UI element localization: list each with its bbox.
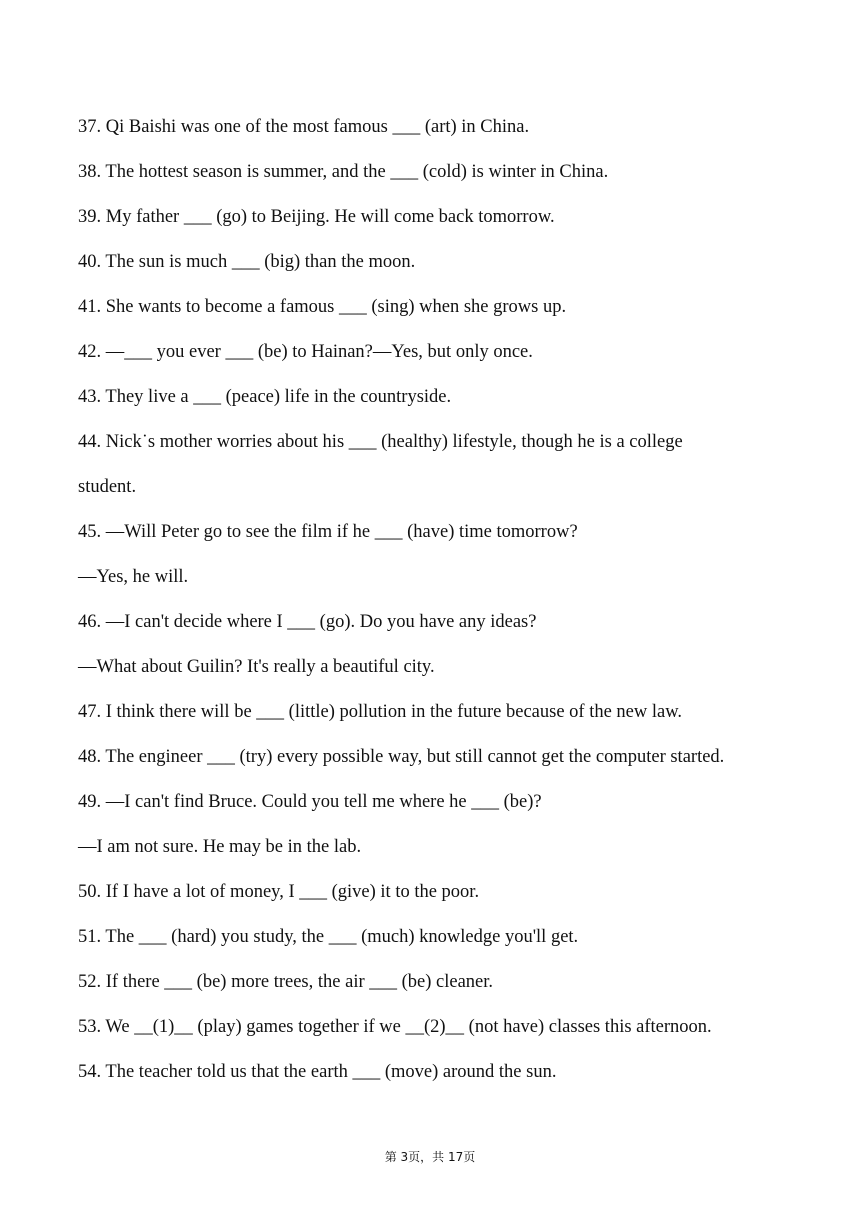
- page-footer: 第 3页，共 17页: [384, 1150, 476, 1164]
- question-42: 42. —___ you ever ___ (be) to Hainan?—Yes, but only once.: [78, 342, 533, 362]
- question-40: 40. The sun is much ___ (big) than the moon.: [78, 252, 416, 272]
- question-51: 51. The ___ (hard) you study, the ___ (much) knowledge you'll get.: [78, 927, 579, 947]
- question-46: 46. —I can't decide where I ___ (go). Do you have any ideas?: [78, 612, 537, 632]
- question-49: 49. —I can't find Bruce. Could you tell me where he ___ (be)?: [78, 792, 542, 812]
- question-45: 45. —Will Peter go to see the film if he ___ (have) time tomorrow?: [78, 522, 578, 542]
- question-53: 53. We __(1)__ (play) games together if we __(2)__ (not have) classes this afternoon.: [78, 1017, 712, 1037]
- question-45-answer: —Yes, he will.: [78, 567, 189, 587]
- question-list: [78, 112, 798, 1102]
- question-44-continuation: student.: [78, 477, 137, 497]
- question-52: 52. If there ___ (be) more trees, the air ___ (be) cleaner.: [78, 972, 494, 992]
- question-48: 48. The engineer ___ (try) every possible way, but still cannot get the computer started.: [78, 747, 725, 767]
- question-37: 37. Qi Baishi was one of the most famous ___ (art) in China.: [78, 117, 530, 137]
- question-49-answer: —I am not sure. He may be in the lab.: [78, 837, 362, 857]
- question-46-answer: —What about Guilin? It's really a beautiful city.: [78, 657, 435, 677]
- question-41: 41. She wants to become a famous ___ (sing) when she grows up.: [78, 297, 567, 317]
- question-50: 50. If I have a lot of money, I ___ (give) it to the poor.: [78, 882, 480, 902]
- question-43: 43. They live a ___ (peace) life in the countryside.: [78, 387, 452, 407]
- question-54: 54. The teacher told us that the earth ___ (move) around the sun.: [78, 1062, 557, 1082]
- question-44: 44. Nick˙s mother worries about his ___ (healthy) lifestyle, though he is a college: [78, 432, 683, 452]
- question-47: 47. I think there will be ___ (little) pollution in the future because of the new law.: [78, 702, 682, 722]
- question-39: 39. My father ___ (go) to Beijing. He will come back tomorrow.: [78, 207, 555, 227]
- question-38: 38. The hottest season is summer, and the ___ (cold) is winter in China.: [78, 162, 609, 182]
